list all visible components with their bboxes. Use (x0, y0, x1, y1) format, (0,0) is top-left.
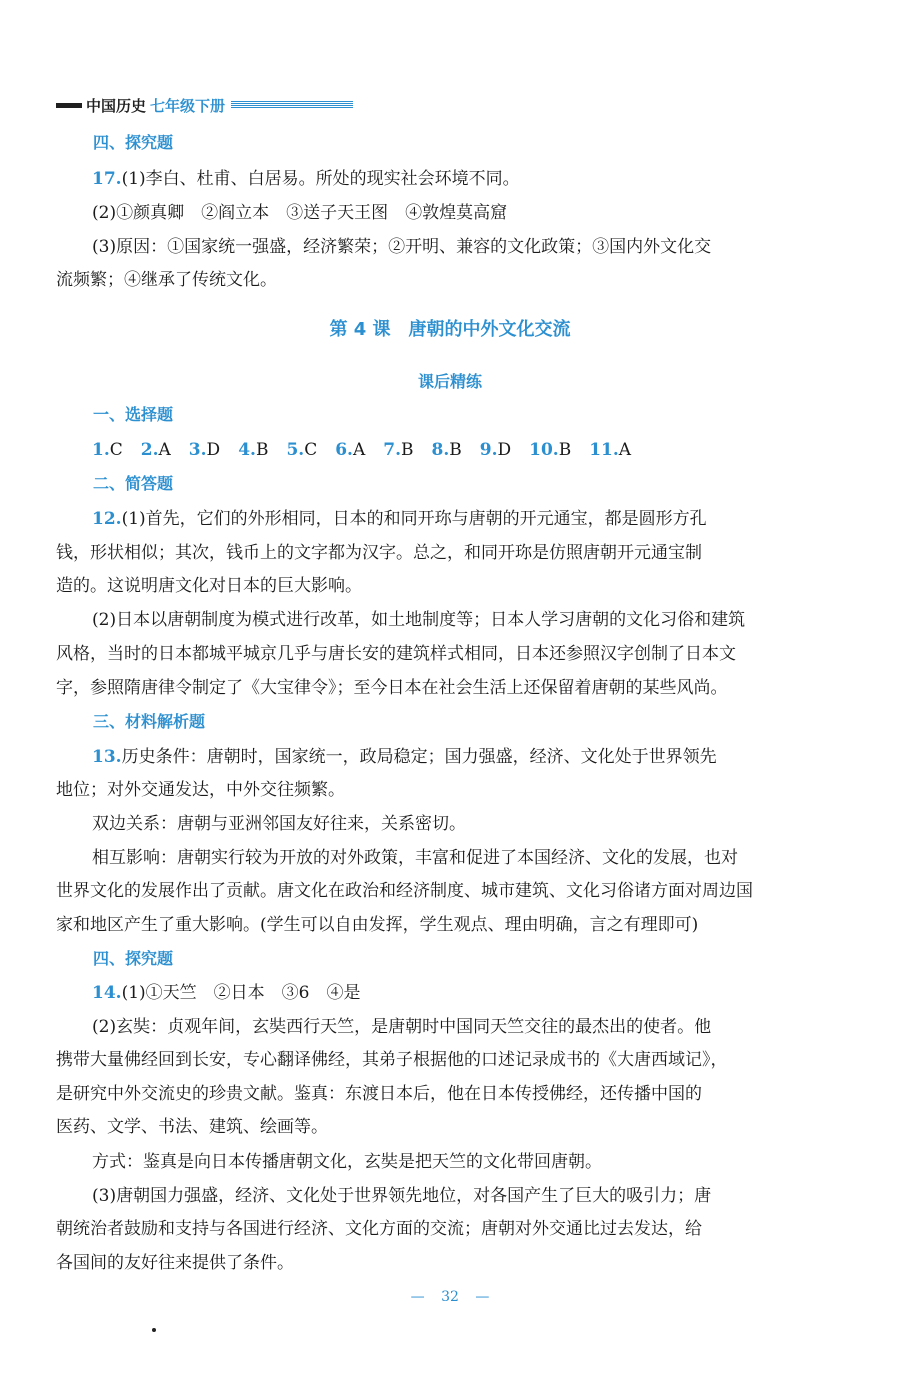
section-heading: 四、探究题 (93, 949, 174, 968)
answer-line: (3)原因：①国家统一强盛，经济繁荣；②开明、兼容的文化政策；③国内外文化交 (92, 237, 712, 257)
answer-line: 造的。这说明唐文化对日本的巨大影响。 (56, 576, 362, 596)
choice-answer: 4.B (238, 440, 269, 460)
print-dot (152, 1328, 156, 1332)
header-bar-left (56, 103, 82, 108)
answer-line (92, 167, 900, 191)
footer-dash-left: — (410, 1289, 425, 1305)
choice-answer: 6.A (335, 440, 366, 460)
answer-line: 地位；对外交通发达，中外交往频繁。 (56, 780, 345, 800)
answer-line (92, 507, 900, 531)
answer-line (92, 981, 900, 1005)
answer-line: (2)日本以唐朝制度为模式进行改革，如土地制度等；日本人学习唐朝的文化习俗和建筑 (92, 610, 746, 630)
running-header (56, 94, 353, 116)
choice-answer: 9.D (479, 440, 512, 460)
answer-line: 相互影响：唐朝实行较为开放的对外政策，丰富和促进了本国经济、文化的发展，也对 (92, 848, 738, 868)
answer-line: 医药、文学、书法、建筑、绘画等。 (56, 1117, 328, 1137)
choice-answer: 8.B (431, 440, 462, 460)
choice-answer: 3.D (188, 440, 221, 460)
answer-line: 方式：鉴真是向日本传播唐朝文化，玄奘是把天竺的文化带回唐朝。 (92, 1152, 602, 1172)
choice-answer: 11.A (589, 440, 632, 460)
choice-answer: 7.B (383, 440, 414, 460)
answer-line: (3)唐朝国力强盛，经济、文化处于世界领先地位，对各国产生了巨大的吸引力；唐 (92, 1186, 712, 1206)
answer-line: 家和地区产生了重大影响。(学生可以自由发挥，学生观点、理由明确，言之有理即可) (56, 915, 699, 935)
choice-answer: 2.A (140, 440, 171, 460)
answer-line: (2)①颜真卿 ②阎立本 ③送子天王图 ④敦煌莫高窟 (92, 203, 508, 223)
answer-line: 字，参照隋唐律令制定了《大宝律令》；至今日本在社会生活上还保留着唐朝的某些风尚。 (56, 678, 728, 698)
page-number: 32 (441, 1289, 459, 1305)
lesson-subtitle: 课后精练 (417, 372, 482, 391)
answer-line (92, 745, 900, 769)
answer-line: 双边关系：唐朝与亚洲邻国友好往来，关系密切。 (92, 814, 466, 834)
choice-answer: 5.C (286, 440, 318, 460)
choice-answer: 1.C (92, 440, 123, 460)
question-number: 12. (92, 509, 122, 529)
choice-answer: 10.B (529, 440, 572, 460)
answer-line: (2)玄奘：贞观年间，玄奘西行天竺，是唐朝时中国同天竺交往的最杰出的使者。他 (92, 1017, 712, 1037)
answer-line: 流频繁；④继承了传统文化。 (56, 270, 277, 290)
answer-line: 风格，当时的日本都城平城京几乎与唐长安的建筑样式相同，日本还参照汉字创制了日本文 (56, 644, 736, 664)
answer-text: 历史条件：唐朝时，国家统一，政局稳定；国力强盛，经济、文化处于世界领先 (121, 747, 717, 767)
question-number: 13. (92, 747, 122, 767)
answer-text: (1)李白、杜甫、白居易。所处的现实社会环境不同。 (121, 169, 520, 189)
header-subject: 中国历史 (86, 96, 147, 115)
answer-line: 携带大量佛经回到长安，专心翻译佛经，其弟子根据他的口述记录成书的《大唐西域记》， (56, 1050, 728, 1070)
answer-text: (1)①天竺 ②日本 ③6 ④是 (121, 983, 361, 1003)
section-heading: 三、材料解析题 (93, 712, 206, 731)
section-heading: 四、探究题 (93, 133, 174, 152)
lesson-title: 第 4 课 唐朝的中外文化交流 (329, 319, 571, 340)
section-heading: 二、简答题 (93, 474, 174, 493)
answer-line: 钱，形状相似；其次，钱币上的文字都为汉字。总之，和同开珎是仿照唐朝开元通宝制 (56, 543, 702, 563)
section-heading: 一、选择题 (93, 405, 174, 424)
footer-dash-right: — (475, 1289, 490, 1305)
answer-line: 朝统治者鼓励和支持与各国进行经济、文化方面的交流；唐朝对外交通比过去发达，给 (56, 1219, 702, 1239)
answer-line: 是研究中外交流史的珍贵文献。鉴真：东渡日本后，他在日本传授佛经，还传播中国的 (56, 1084, 702, 1104)
answer-text: (1)首先，它们的外形相同，日本的和同开珎与唐朝的开元通宝，都是圆形方孔 (121, 509, 707, 529)
answer-line: 各国间的友好往来提供了条件。 (56, 1253, 294, 1273)
page-footer (0, 1289, 900, 1305)
header-grade: 七年级下册 (150, 96, 226, 115)
question-number: 14. (92, 983, 122, 1003)
question-number: 17. (92, 169, 122, 189)
header-bar-right (231, 101, 353, 109)
choice-answers (92, 438, 631, 462)
answer-line: 世界文化的发展作出了贡献。唐文化在政治和经济制度、城市建筑、文化习俗诸方面对周边国 (56, 881, 753, 901)
